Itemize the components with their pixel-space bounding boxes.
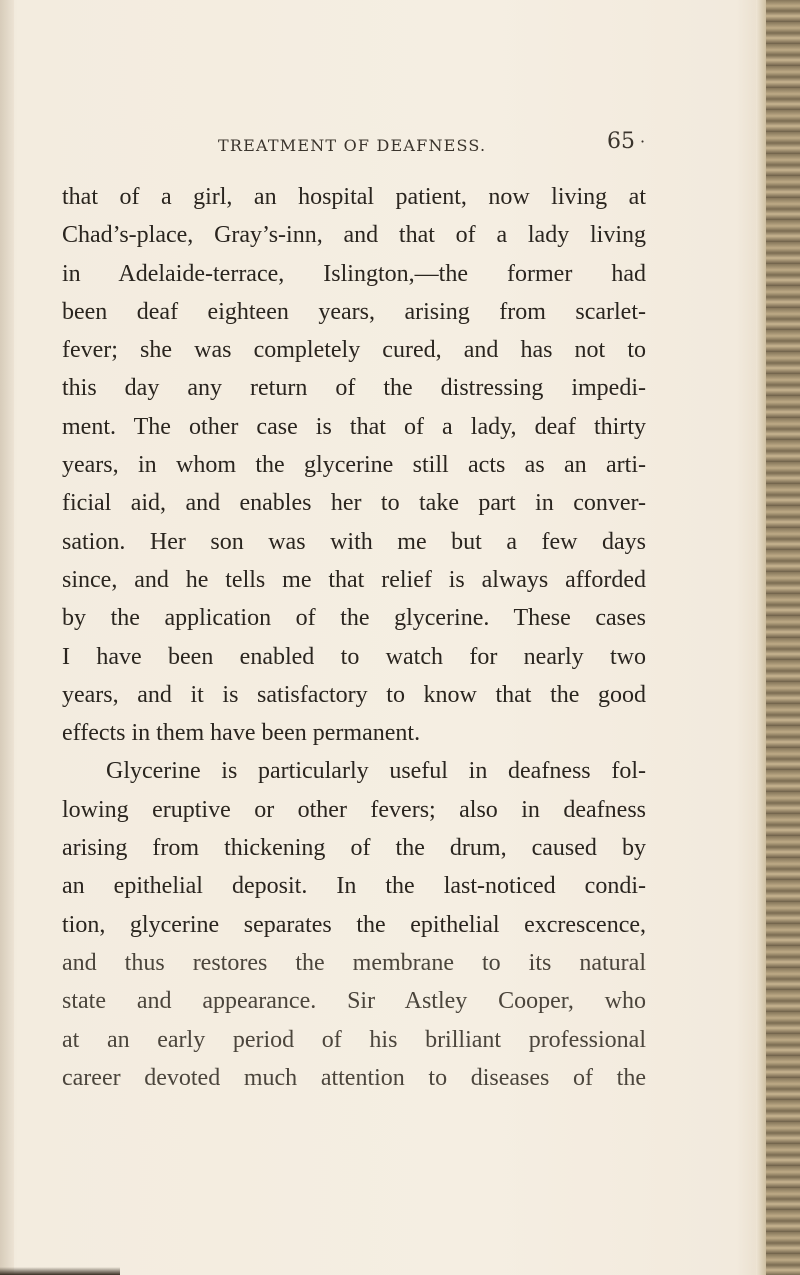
text-line: career devoted much attention to diseases of the (62, 1064, 646, 1091)
text-line: tion, glycerine separates the epithelial excrescence, (62, 911, 646, 938)
text-line: by the application of the glycerine. These cases (62, 605, 646, 632)
text-line: at an early period of his brilliant professional (62, 1026, 646, 1053)
text-line: sation. Her son was with me but a few days (62, 528, 646, 555)
running-head: TREATMENT OF DEAFNESS. (218, 136, 487, 155)
text-line: state and appearance. Sir Astley Cooper, who (62, 988, 646, 1015)
text-line: and thus restores the membrane to its natural (62, 949, 646, 976)
text-line: I have been enabled to watch for nearly two (62, 643, 646, 670)
page-number-mark: · (640, 132, 646, 151)
bottom-edge-shadow (0, 1267, 120, 1275)
text-line: Chad’s-place, Gray’s-inn, and that of a lady living (62, 222, 646, 249)
book-binding-edge (766, 0, 800, 1275)
page-edge-shadow (756, 0, 766, 1275)
text-line: years, and it is satisfactory to know that the good (62, 681, 646, 708)
text-line: this day any return of the distressing impedi- (62, 375, 646, 402)
text-line: ficial aid, and enables her to take part in conver- (62, 490, 646, 517)
paragraph-start-line: Glycerine is particularly useful in deafness fol- (106, 758, 646, 785)
page-gutter (0, 0, 14, 1275)
page-number: 65 (607, 129, 635, 154)
text-line: ment. The other case is that of a lady, deaf thirty (62, 413, 646, 440)
text-line: been deaf eighteen years, arising from scarlet- (62, 298, 646, 325)
text-line: arising from thickening of the drum, caused by (62, 835, 646, 862)
text-line: that of a girl, an hospital patient, now living at (62, 184, 646, 210)
text-line: fever; she was completely cured, and has not to (62, 337, 646, 364)
text-line: an epithelial deposit. In the last-noticed condi- (62, 873, 646, 900)
body-text (62, 178, 646, 1097)
text-line: since, and he tells me that relief is always afforded (62, 566, 646, 593)
text-line: years, in whom the glycerine still acts as an arti- (62, 452, 646, 479)
paragraph-end-line: effects in them have been permanent. (62, 720, 421, 747)
text-line: in Adelaide-terrace, Islington,—the former had (62, 260, 646, 287)
text-line: lowing eruptive or other fevers; also in deafness (62, 796, 646, 823)
